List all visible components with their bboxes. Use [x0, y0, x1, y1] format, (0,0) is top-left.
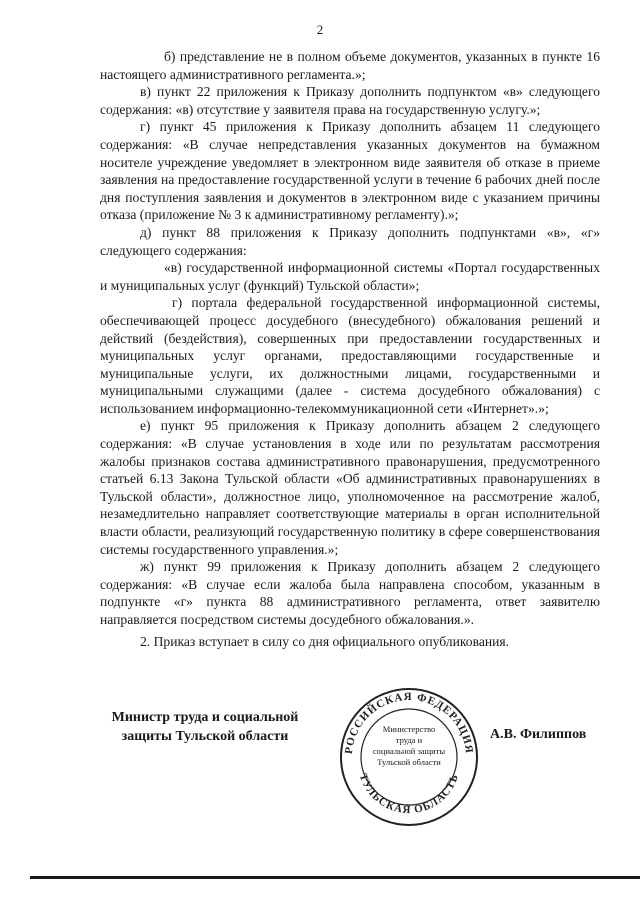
- signatory-position: [100, 708, 310, 746]
- subparagraph-g: г) портала федеральной государственной информационной системы, обеспечивающей процесс досудебного (внесудебного) обжалования решений и действий (бездействия), совершенных при предоставлении государственных и муниципальных услуг органами, предоставляющими государственные и муниципальные услуги, их должностными лицами, государственными и муниципальными служащими (далее - система досудебного обжалования) с использованием информационно-телекоммуникационной сети «Интернет».»;: [100, 295, 600, 416]
- paragraph-item-v: в) пункт 22 приложения к Приказу дополнить подпунктом «в» следующего содержания: «в) отсутствие у заявителя права на государственную услугу.»;: [100, 84, 600, 117]
- official-stamp: [338, 686, 480, 828]
- stamp-ring-top-text: РОССИЙСКАЯ ФЕДЕРАЦИЯ: [343, 690, 476, 755]
- paragraph-item-d: д) пункт 88 приложения к Приказу дополнить подпунктами «в», «г» следующего содержания:: [100, 224, 600, 258]
- paragraph-item-e: е) пункт 95 приложения к Приказу дополнить абзацем 2 следующего содержания: «В случае установления в ходе или по результатам рассмотрения жалобы признаков состава административного правонарушения, предусмотренного статьей 6.13 Закона Тульской области «Об административных правонарушениях в Тульской области», должностное лицо, уполномоченное на рассмотрение жалоб, незамедлительно направляет соответствующие материалы в орган исполнительной власти области, реализующий государственную политику в сфере совершенствования системы государственного управления.»;: [100, 418, 600, 557]
- paragraph-item-zh: ж) пункт 99 приложения к Приказу дополнить абзацем 2 следующего содержания: «В случае если жалоба была направлена способом, указанным в подпункте «г» пункта 88 административного регламента, ответ заявителю направляется посредством системы досудебного обжалования.».: [100, 559, 600, 627]
- bottom-divider: [30, 876, 640, 879]
- paragraph-effective-date: 2. Приказ вступает в силу со дня официального опубликования.: [140, 633, 510, 649]
- page-number: 2: [316, 22, 324, 37]
- subparagraph-v: «в) государственной информационной системы «Портал государственных и муниципальных услуг (функций) Тульской области»;: [100, 260, 600, 293]
- signatory-position-line1: Министр труда и социальной: [111, 710, 299, 725]
- stamp-center-line3: социальной защиты: [372, 746, 446, 756]
- stamp-center-line2: труда и: [395, 735, 423, 745]
- signatory-name: А.В. Филиппов: [490, 727, 587, 742]
- stamp-center-line4: Тульской области: [377, 757, 441, 767]
- document-body: [100, 48, 600, 650]
- stamp-center-text: [358, 724, 460, 768]
- paragraph-item-g: г) пункт 45 приложения к Приказу дополнить абзацем 11 следующего содержания: «В случае непредставления указанных документов на бумажном носителе учреждение уведомляет в электронном виде заявителя об отказе в приеме заявления на предоставление государственной услуги в течение 6 рабочих дней после дня поступления заявления и документов в электронном виде с указанием причины отказа (приложение № 3 к административному регламенту).»;: [100, 119, 600, 223]
- svg-text:ТУЛЬСКАЯ ОБЛАСТЬ: [357, 772, 462, 816]
- signatory-position-line2: защиты Тульской области: [121, 729, 289, 744]
- stamp-ring-bottom-text: ТУЛЬСКАЯ ОБЛАСТЬ: [356, 772, 462, 817]
- stamp-center-line1: Министерство: [382, 724, 436, 734]
- paragraph-item-b: б) представление не в полном объеме документов, указанных в пункте 16 настоящего административного регламента.»;: [100, 49, 600, 82]
